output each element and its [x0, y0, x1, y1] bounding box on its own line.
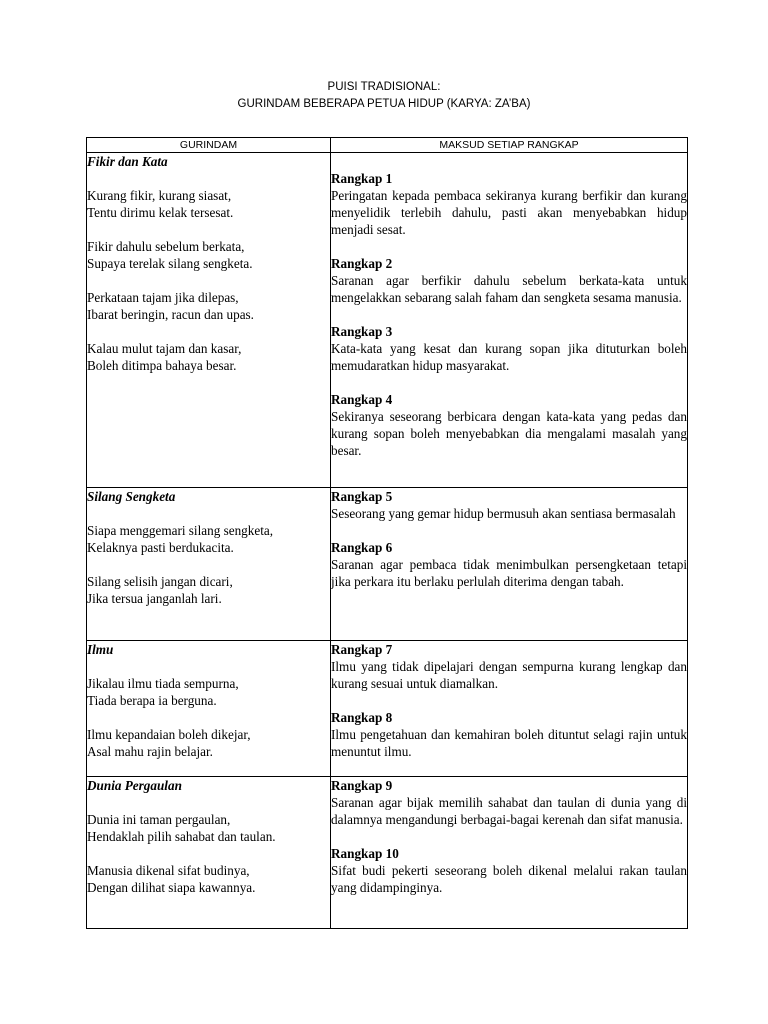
stanza [87, 675, 330, 709]
rangkap-text: Seseorang yang gemar hidup bermusuh akan sentiasa bermasalah [331, 506, 676, 521]
rangkap-text: Ilmu pengetahuan dan kemahiran boleh dituntut selagi rajin untuk menuntut ilmu. [331, 727, 687, 759]
poem-line: Kalau mulut tajam dan kasar, [87, 341, 242, 356]
stanza [87, 522, 330, 556]
title-line-1: PUISI TRADISIONAL: [327, 81, 441, 93]
rangkap-block [331, 170, 687, 238]
table-row [87, 641, 688, 777]
rangkap-text: Peringatan kepada pembaca sekiranya kurang berfikir dan kurang menyelidik terlebih dahulu, pasti akan menyebabkan hidup menjadi sesat. [331, 188, 687, 237]
poem-line: Ilmu kepandaian boleh dikejar, [87, 727, 251, 742]
poem-line: Boleh ditimpa bahaya besar. [87, 358, 237, 373]
rangkap-text: Saranan agar pembaca tidak menimbulkan persengketaan tetapi jika perkara itu berlaku perlulah diterima dengan tabah. [331, 557, 687, 589]
rangkap-block [331, 391, 687, 459]
rangkap-block [331, 777, 687, 828]
rangkap-block [331, 255, 687, 306]
poem-line: Kurang fikir, kurang siasat, [87, 188, 232, 203]
rangkap-text: Sekiranya seseorang berbicara dengan kata-kata yang pedas dan kurang sopan boleh menyebabkan dia mengalami masalah yang besar. [331, 409, 687, 458]
poem-line: Siapa menggemari silang sengketa, [87, 523, 274, 538]
maksud-cell [331, 777, 688, 929]
rangkap-title: Rangkap 2 [331, 256, 393, 271]
rangkap-title: Rangkap 9 [331, 778, 393, 793]
poem-line: Dengan dilihat siapa kawannya. [87, 880, 256, 895]
poem-line: Jikalau ilmu tiada sempurna, [87, 676, 239, 691]
poem-line: Kelaknya pasti berdukacita. [87, 540, 234, 555]
gurindam-cell [87, 488, 331, 641]
rangkap-title: Rangkap 5 [331, 489, 393, 504]
poem-line: Silang selisih jangan dicari, [87, 574, 233, 589]
table-row [87, 777, 688, 929]
poem-line: Fikir dahulu sebelum berkata, [87, 239, 245, 254]
gurindam-cell [87, 777, 331, 929]
section-title: Fikir dan Kata [87, 154, 168, 169]
poem-line: Perkataan tajam jika dilepas, [87, 290, 239, 305]
poem-line: Supaya terelak silang sengketa. [87, 256, 253, 271]
rangkap-block [331, 488, 687, 522]
section-title: Dunia Pergaulan [87, 778, 182, 793]
stanza [87, 289, 330, 323]
maksud-cell [331, 641, 688, 777]
rangkap-title: Rangkap 7 [331, 642, 393, 657]
poem-line: Tentu dirimu kelak tersesat. [87, 205, 234, 220]
rangkap-text: Saranan agar bijak memilih sahabat dan taulan di dunia yang di dalamnya mengandungi berbagai-bagai kerenah dan sifat manusia. [331, 795, 687, 827]
rangkap-block [331, 539, 687, 590]
rangkap-block [331, 845, 687, 896]
gurindam-cell [87, 153, 331, 488]
poem-line: Dunia ini taman pergaulan, [87, 812, 231, 827]
rangkap-text: Sifat budi pekerti seseorang boleh dikenal melalui rakan taulan yang didampinginya. [331, 863, 687, 895]
rangkap-title: Rangkap 1 [331, 171, 393, 186]
rangkap-block [331, 709, 687, 760]
stanza [87, 238, 330, 272]
rangkap-title: Rangkap 8 [331, 710, 393, 725]
poem-line: Ibarat beringin, racun dan upas. [87, 307, 254, 322]
rangkap-block [331, 323, 687, 374]
rangkap-text: Kata-kata yang kesat dan kurang sopan jika dituturkan boleh memudaratkan hidup masyarakat. [331, 341, 687, 373]
table-row [87, 153, 688, 488]
poem-line: Jika tersua janganlah lari. [87, 591, 222, 606]
rangkap-text: Ilmu yang tidak dipelajari dengan sempurna kurang lengkap dan kurang sesuai untuk diamalkan. [331, 659, 687, 691]
poem-line: Tiada berapa ia berguna. [87, 693, 217, 708]
header-row [87, 138, 688, 153]
stanza [87, 811, 330, 845]
title-line-2: GURINDAM BEBERAPA PETUA HIDUP (KARYA: ZA’BA) [237, 98, 531, 110]
maksud-cell [331, 488, 688, 641]
rangkap-title: Rangkap 3 [331, 324, 393, 339]
section-title: Silang Sengketa [87, 489, 176, 504]
rangkap-block [331, 641, 687, 692]
header-maksud: MAKSUD SETIAP RANGKAP [331, 138, 688, 153]
maksud-cell [331, 153, 688, 488]
header-gurindam: GURINDAM [87, 138, 331, 153]
page-title [0, 79, 768, 113]
stanza [87, 340, 330, 374]
rangkap-title: Rangkap 6 [331, 540, 393, 555]
rangkap-title: Rangkap 10 [331, 846, 399, 861]
stanza [87, 862, 330, 896]
gurindam-cell [87, 641, 331, 777]
rangkap-title: Rangkap 4 [331, 392, 393, 407]
stanza [87, 726, 330, 760]
section-title: Ilmu [87, 642, 114, 657]
poem-line: Asal mahu rajin belajar. [87, 744, 213, 759]
stanza [87, 573, 330, 607]
stanza [87, 187, 330, 221]
poem-line: Hendaklah pilih sahabat dan taulan. [87, 829, 276, 844]
rangkap-text: Saranan agar berfikir dahulu sebelum berkata-kata untuk mengelakkan sebarang salah faham dan sengketa sesama manusia. [331, 273, 687, 305]
table-row [87, 488, 688, 641]
gurindam-table [86, 137, 688, 929]
poem-line: Manusia dikenal sifat budinya, [87, 863, 250, 878]
